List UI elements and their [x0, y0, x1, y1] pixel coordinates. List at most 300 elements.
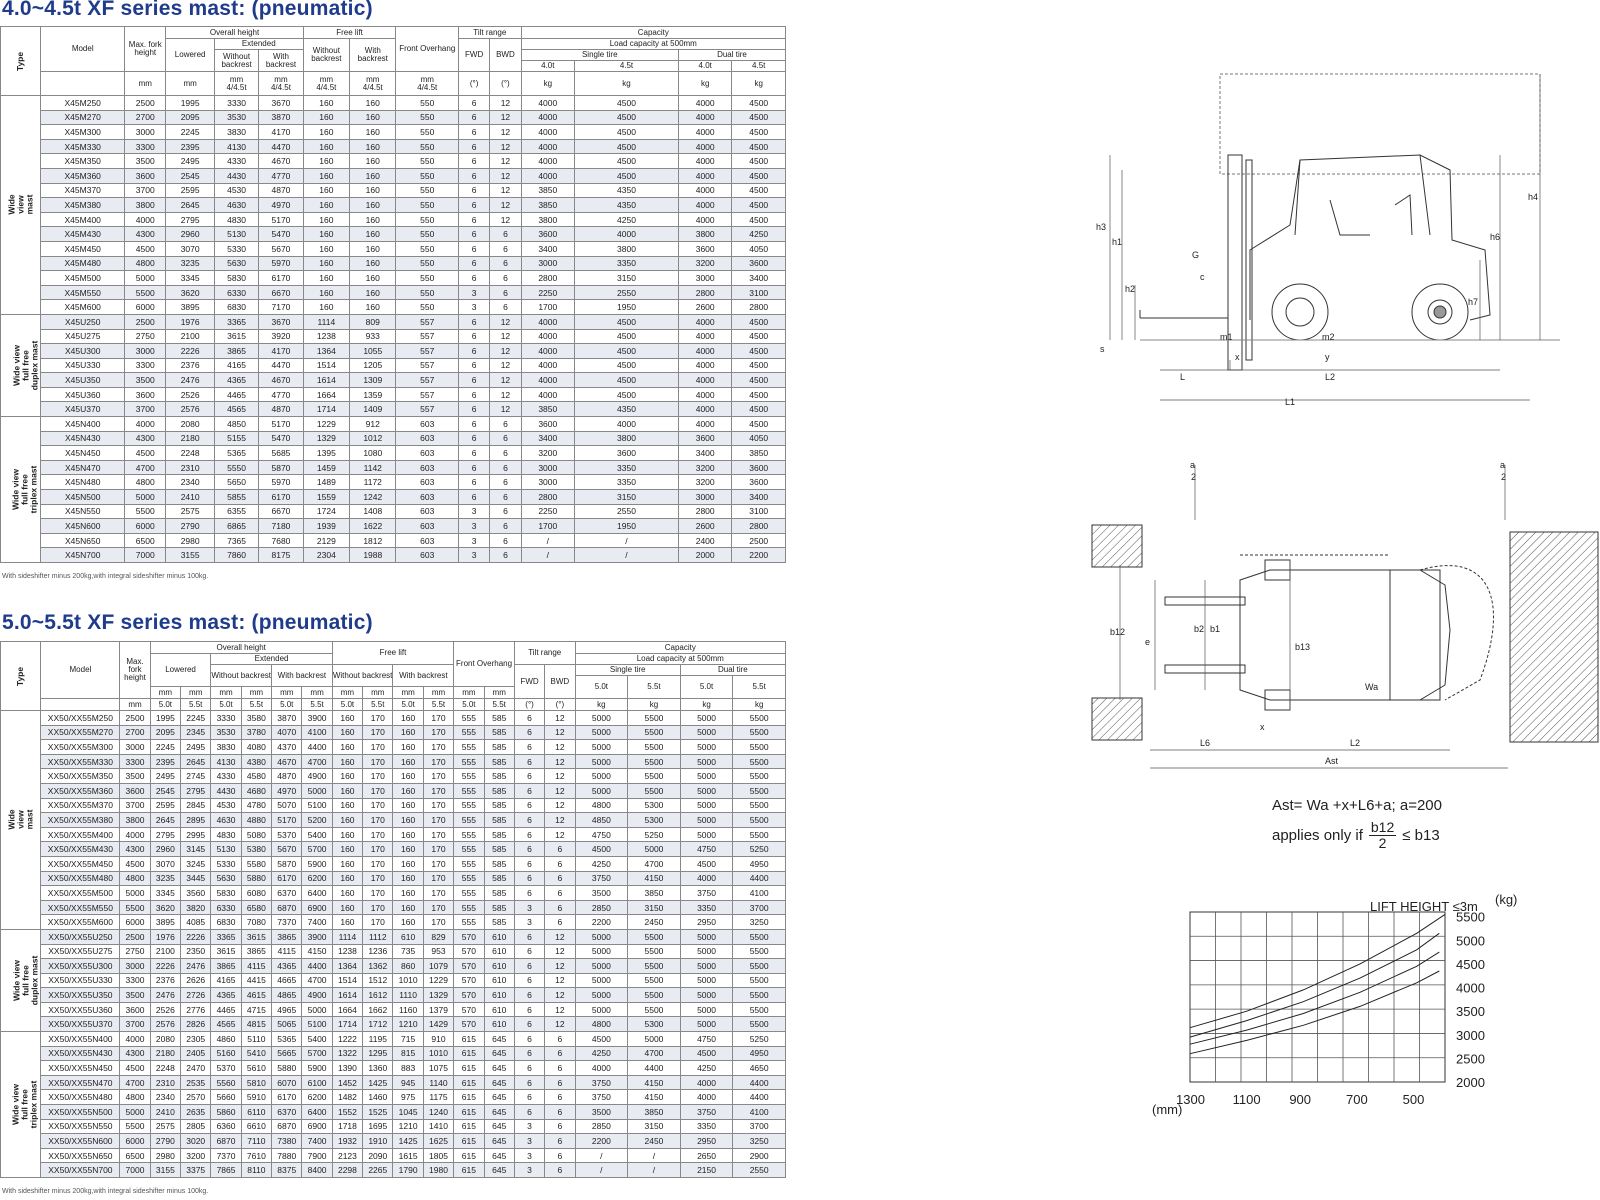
value-cell: 170: [423, 711, 453, 726]
model-cell: XX50/XX55N400: [41, 1032, 120, 1047]
value-cell: 6: [490, 256, 521, 271]
value-cell: 603: [396, 431, 459, 446]
value-cell: 5500: [733, 798, 786, 813]
table-row: [1, 96, 786, 111]
value-cell: 585: [484, 871, 514, 886]
value-cell: 4050: [732, 241, 786, 256]
value-cell: 3500: [120, 769, 150, 784]
chart-title: LIFT HEIGHT ≤3m: [1370, 899, 1478, 914]
value-cell: 3150: [575, 271, 679, 286]
value-cell: 1995: [150, 711, 180, 726]
value-cell: 603: [396, 446, 459, 461]
value-cell: 5000: [575, 1002, 628, 1017]
label-m1: m1: [1220, 332, 1233, 342]
table-row: [1, 929, 786, 944]
value-cell: 2476: [181, 959, 211, 974]
value-cell: 2340: [150, 1090, 180, 1105]
value-cell: 2226: [150, 959, 180, 974]
value-cell: 4000: [521, 344, 574, 359]
value-cell: 1362: [363, 959, 393, 974]
value-cell: 5500: [733, 988, 786, 1003]
value-cell: 170: [363, 915, 393, 930]
value-cell: 6200: [302, 1090, 332, 1105]
value-cell: 4365: [211, 988, 241, 1003]
value-cell: /: [575, 1163, 628, 1178]
value-cell: 4500: [732, 212, 786, 227]
value-cell: 2795: [150, 827, 180, 842]
value-cell: 6: [514, 711, 544, 726]
value-cell: 5370: [272, 827, 302, 842]
header-dual-50: 5.0t: [680, 676, 733, 699]
value-cell: 4865: [272, 988, 302, 1003]
value-cell: 2800: [678, 285, 731, 300]
value-cell: 4165: [211, 973, 241, 988]
value-cell: 1714: [303, 402, 349, 417]
value-cell: 4500: [575, 329, 679, 344]
value-cell: 4715: [241, 1002, 271, 1017]
model-cell: X45M600: [41, 300, 125, 315]
value-cell: 5000: [680, 959, 733, 974]
value-cell: 5500: [733, 959, 786, 974]
value-cell: 3850: [628, 1105, 681, 1120]
value-cell: 2626: [181, 973, 211, 988]
table-row: [1, 417, 786, 432]
value-cell: 4000: [678, 125, 731, 140]
value-cell: 4530: [211, 798, 241, 813]
value-cell: 4400: [733, 1090, 786, 1105]
value-cell: 3350: [575, 460, 679, 475]
label-L: L: [1180, 372, 1186, 382]
value-cell: 4500: [575, 387, 679, 402]
model-cell: XX50/XX55M550: [41, 900, 120, 915]
value-cell: 6: [459, 271, 490, 286]
value-cell: 4700: [302, 754, 332, 769]
header-extended: Extended: [211, 654, 332, 665]
header-single-40: 4.0t: [521, 61, 574, 72]
value-cell: 4830: [214, 212, 258, 227]
value-cell: 610: [484, 988, 514, 1003]
value-cell: 2576: [150, 1017, 180, 1032]
table-row: [1, 168, 786, 183]
value-cell: 4050: [732, 431, 786, 446]
value-cell: 6: [459, 168, 490, 183]
value-cell: 2700: [125, 110, 166, 125]
value-cell: 2545: [150, 783, 180, 798]
value-cell: 4000: [678, 402, 731, 417]
value-cell: 6000: [125, 300, 166, 315]
value-cell: 3500: [125, 154, 166, 169]
value-cell: 6870: [211, 1134, 241, 1149]
value-cell: 3150: [628, 900, 681, 915]
extended-mast-outline: [1220, 74, 1540, 174]
header-load-capacity: Load capacity at 500mm: [521, 39, 785, 50]
value-cell: 570: [454, 959, 484, 974]
value-cell: 160: [332, 871, 362, 886]
unit-combo: mm 4/4.5t: [214, 72, 258, 96]
value-cell: 6: [545, 1032, 575, 1047]
value-cell: 1309: [350, 373, 396, 388]
value-cell: 3600: [678, 241, 731, 256]
value-cell: 4500: [732, 154, 786, 169]
value-cell: 3530: [211, 725, 241, 740]
label-2-left: 2: [1191, 472, 1197, 482]
value-cell: 6: [459, 125, 490, 140]
value-cell: 160: [332, 711, 362, 726]
value-cell: 4670: [259, 154, 303, 169]
value-cell: 3580: [241, 711, 271, 726]
value-cell: 2960: [150, 842, 180, 857]
value-cell: 160: [303, 300, 349, 315]
table-row: [1, 344, 786, 359]
value-cell: 5070: [272, 798, 302, 813]
wall-block-bottom: [1092, 698, 1142, 740]
header-dual-55: 5.5t: [733, 676, 786, 699]
value-cell: 3: [459, 285, 490, 300]
value-cell: 645: [484, 1105, 514, 1120]
value-cell: 2800: [678, 504, 731, 519]
value-cell: 4000: [521, 329, 574, 344]
table-row: [1, 944, 786, 959]
value-cell: 160: [393, 798, 423, 813]
value-cell: 645: [484, 1148, 514, 1163]
value-cell: 2550: [575, 504, 679, 519]
value-cell: 170: [423, 725, 453, 740]
value-cell: 4000: [680, 1075, 733, 1090]
value-cell: 2376: [150, 973, 180, 988]
value-cell: 1950: [575, 300, 679, 315]
value-cell: 6: [545, 1148, 575, 1163]
value-cell: 2470: [181, 1061, 211, 1076]
value-cell: 1075: [423, 1061, 453, 1076]
value-cell: 3150: [575, 490, 679, 505]
value-cell: 160: [393, 769, 423, 784]
value-cell: 557: [396, 344, 459, 359]
value-cell: 1409: [350, 402, 396, 417]
value-cell: 12: [490, 110, 521, 125]
front-wheel: [1272, 284, 1328, 340]
value-cell: 170: [363, 813, 393, 828]
unit-tonnage: 5.5t: [484, 699, 514, 711]
value-cell: 555: [454, 711, 484, 726]
value-cell: 555: [454, 725, 484, 740]
value-cell: 6: [514, 1002, 544, 1017]
value-cell: 1295: [363, 1046, 393, 1061]
value-cell: 6870: [272, 1119, 302, 1134]
model-cell: XX50/XX55M480: [41, 871, 120, 886]
model-cell: X45U250: [41, 314, 125, 329]
value-cell: 3000: [521, 475, 574, 490]
value-cell: 3100: [732, 504, 786, 519]
value-cell: 4565: [214, 402, 258, 417]
value-cell: 7000: [120, 1163, 150, 1178]
value-cell: 4500: [732, 125, 786, 140]
header-extended: Extended: [214, 39, 303, 50]
value-cell: 8400: [302, 1163, 332, 1178]
value-cell: 3000: [678, 490, 731, 505]
unit-kg: kg: [575, 72, 679, 96]
value-cell: 160: [303, 139, 349, 154]
value-cell: 6: [459, 490, 490, 505]
value-cell: 1460: [363, 1090, 393, 1105]
header-dual-tire: Dual tire: [678, 50, 785, 61]
model-cell: X45N550: [41, 504, 125, 519]
value-cell: 3670: [259, 314, 303, 329]
value-cell: 4150: [628, 871, 681, 886]
value-cell: 2550: [575, 285, 679, 300]
value-cell: 2535: [181, 1075, 211, 1090]
value-cell: 160: [350, 227, 396, 242]
value-cell: 170: [423, 856, 453, 871]
value-cell: 2595: [166, 183, 214, 198]
value-cell: 160: [303, 125, 349, 140]
value-cell: 4500: [120, 1061, 150, 1076]
value-cell: 5500: [628, 725, 681, 740]
value-cell: 1222: [332, 1032, 362, 1047]
seat: [1330, 200, 1370, 235]
y-tick-label: 5500: [1456, 909, 1485, 925]
value-cell: 2500: [125, 96, 166, 111]
value-cell: 585: [484, 754, 514, 769]
unit-combo: mm 4/4.5t: [396, 72, 459, 96]
value-cell: 555: [454, 813, 484, 828]
load-capacity-chart: [1176, 909, 1590, 1110]
value-cell: 550: [396, 256, 459, 271]
value-cell: 1429: [423, 1017, 453, 1032]
value-cell: 4350: [575, 402, 679, 417]
value-cell: 4500: [575, 168, 679, 183]
unit-kg: kg: [628, 699, 681, 711]
value-cell: 6865: [214, 519, 258, 534]
value-cell: 170: [363, 754, 393, 769]
value-cell: 1718: [332, 1119, 362, 1134]
value-cell: 7400: [302, 1134, 332, 1149]
value-cell: 160: [393, 827, 423, 842]
value-cell: 5200: [302, 813, 332, 828]
value-cell: 1614: [332, 988, 362, 1003]
value-cell: 557: [396, 402, 459, 417]
value-cell: 3000: [125, 344, 166, 359]
value-cell: 160: [393, 813, 423, 828]
value-cell: 4000: [120, 1032, 150, 1047]
value-cell: 4665: [272, 973, 302, 988]
value-cell: 3330: [211, 711, 241, 726]
value-cell: 3200: [678, 475, 731, 490]
value-cell: 5000: [575, 740, 628, 755]
value-cell: 2395: [150, 754, 180, 769]
value-cell: 6: [459, 154, 490, 169]
value-cell: 3900: [302, 711, 332, 726]
value-cell: 585: [484, 769, 514, 784]
value-cell: 3: [514, 915, 544, 930]
value-cell: 170: [363, 740, 393, 755]
header-ext-without: Without backrest: [211, 665, 272, 687]
value-cell: 160: [393, 915, 423, 930]
value-cell: 1242: [350, 490, 396, 505]
value-cell: 550: [396, 227, 459, 242]
value-cell: 1236: [363, 944, 393, 959]
value-cell: 160: [303, 168, 349, 183]
value-cell: 3615: [211, 944, 241, 959]
value-cell: 3600: [678, 431, 731, 446]
value-cell: 6370: [272, 886, 302, 901]
value-cell: 3830: [214, 125, 258, 140]
value-cell: 2090: [363, 1148, 393, 1163]
model-cell: X45M270: [41, 110, 125, 125]
value-cell: 3600: [125, 387, 166, 402]
table-row: [1, 711, 786, 726]
value-cell: 5000: [680, 813, 733, 828]
value-cell: 3865: [211, 959, 241, 974]
value-cell: 5870: [259, 460, 303, 475]
model-cell: X45N600: [41, 519, 125, 534]
value-cell: 12: [545, 1017, 575, 1032]
value-cell: 160: [350, 139, 396, 154]
value-cell: 1695: [363, 1119, 393, 1134]
value-cell: 7000: [125, 548, 166, 563]
label-y: y: [1325, 352, 1330, 362]
label-L1: L1: [1285, 397, 1296, 407]
value-cell: 12: [490, 373, 521, 388]
value-cell: 5000: [680, 783, 733, 798]
value-cell: 3850: [521, 402, 574, 417]
fork: [1140, 312, 1228, 318]
value-cell: 645: [484, 1134, 514, 1149]
value-cell: 170: [423, 827, 453, 842]
value-cell: 2750: [125, 329, 166, 344]
value-cell: 5100: [302, 1017, 332, 1032]
value-cell: 4000: [125, 417, 166, 432]
label-a-left: a: [1190, 460, 1196, 470]
value-cell: 2245: [150, 740, 180, 755]
value-cell: 3865: [241, 944, 271, 959]
value-cell: 7180: [259, 519, 303, 534]
value-cell: 160: [393, 886, 423, 901]
value-cell: 1240: [423, 1105, 453, 1120]
model-cell: X45M380: [41, 198, 125, 213]
value-cell: 4365: [214, 373, 258, 388]
ast-formula: Ast= Wa +x+L6+a; a=200: [1272, 797, 1442, 814]
value-cell: 170: [423, 813, 453, 828]
value-cell: 3000: [521, 256, 574, 271]
label-s: s: [1100, 344, 1105, 354]
value-cell: 3800: [120, 813, 150, 828]
value-cell: 1140: [423, 1075, 453, 1090]
value-cell: 1662: [363, 1002, 393, 1017]
value-cell: 557: [396, 314, 459, 329]
unit-deg: (°): [514, 699, 544, 711]
value-cell: 5855: [214, 490, 258, 505]
value-cell: 5000: [680, 988, 733, 1003]
value-cell: 557: [396, 373, 459, 388]
value-cell: 570: [454, 944, 484, 959]
value-cell: 6: [514, 725, 544, 740]
load-curve: [1190, 971, 1439, 1054]
value-cell: 3600: [120, 783, 150, 798]
value-cell: 1360: [363, 1061, 393, 1076]
value-cell: 3600: [521, 227, 574, 242]
value-cell: 160: [332, 769, 362, 784]
value-cell: 4000: [120, 827, 150, 842]
table-row: [1, 300, 786, 315]
value-cell: 5330: [214, 241, 258, 256]
header-free-lift: Free lift: [332, 642, 453, 665]
value-cell: 6: [459, 96, 490, 111]
value-cell: 3: [459, 519, 490, 534]
value-cell: 1410: [423, 1119, 453, 1134]
value-cell: 12: [545, 944, 575, 959]
value-cell: 3400: [732, 271, 786, 286]
value-cell: 4330: [214, 154, 258, 169]
value-cell: 4250: [575, 1046, 628, 1061]
value-cell: 5500: [733, 711, 786, 726]
value-cell: 3530: [214, 110, 258, 125]
value-cell: 2095: [150, 725, 180, 740]
model-cell: X45M370: [41, 183, 125, 198]
value-cell: 3000: [120, 959, 150, 974]
value-cell: 1615: [393, 1148, 423, 1163]
value-cell: 5580: [241, 856, 271, 871]
value-cell: 4500: [680, 856, 733, 871]
value-cell: 6400: [302, 886, 332, 901]
unit-deg: (°): [490, 72, 521, 96]
value-cell: 160: [303, 212, 349, 227]
value-cell: 975: [393, 1090, 423, 1105]
value-cell: 4000: [575, 417, 679, 432]
value-cell: 6: [514, 1017, 544, 1032]
value-cell: 1614: [303, 373, 349, 388]
value-cell: 2526: [166, 387, 214, 402]
value-cell: 5500: [628, 929, 681, 944]
value-cell: 4000: [125, 212, 166, 227]
value-cell: 7610: [241, 1148, 271, 1163]
value-cell: 4800: [120, 871, 150, 886]
value-cell: 4870: [272, 769, 302, 784]
value-cell: 6: [490, 460, 521, 475]
value-cell: 3870: [259, 110, 303, 125]
unit-tonnage: 5.5t: [423, 699, 453, 711]
value-cell: 4500: [575, 96, 679, 111]
value-cell: 2080: [166, 417, 214, 432]
value-cell: 6: [514, 1075, 544, 1090]
value-cell: 4500: [575, 154, 679, 169]
value-cell: 557: [396, 329, 459, 344]
value-cell: 2595: [150, 798, 180, 813]
value-cell: 1408: [350, 504, 396, 519]
value-cell: 160: [350, 168, 396, 183]
value-cell: 1195: [363, 1032, 393, 1047]
value-cell: 5700: [302, 842, 332, 857]
label-c: c: [1200, 272, 1205, 282]
value-cell: 2995: [181, 827, 211, 842]
unit-kg: kg: [733, 699, 786, 711]
value-cell: 6: [459, 373, 490, 388]
value-cell: 2960: [166, 227, 214, 242]
value-cell: 3865: [214, 344, 258, 359]
value-cell: 3: [459, 300, 490, 315]
unit-tonnage: 5.5t: [181, 699, 211, 711]
value-cell: 1514: [303, 358, 349, 373]
value-cell: 550: [396, 271, 459, 286]
value-cell: 815: [393, 1046, 423, 1061]
unit-mm: mm: [120, 699, 150, 711]
value-cell: 5250: [628, 827, 681, 842]
model-cell: XX50/XX55M300: [41, 740, 120, 755]
header-front-overhang: Front Overhang: [396, 27, 459, 72]
value-cell: 610: [393, 929, 423, 944]
value-cell: 2576: [166, 402, 214, 417]
value-cell: 6: [545, 856, 575, 871]
value-cell: 5500: [733, 725, 786, 740]
